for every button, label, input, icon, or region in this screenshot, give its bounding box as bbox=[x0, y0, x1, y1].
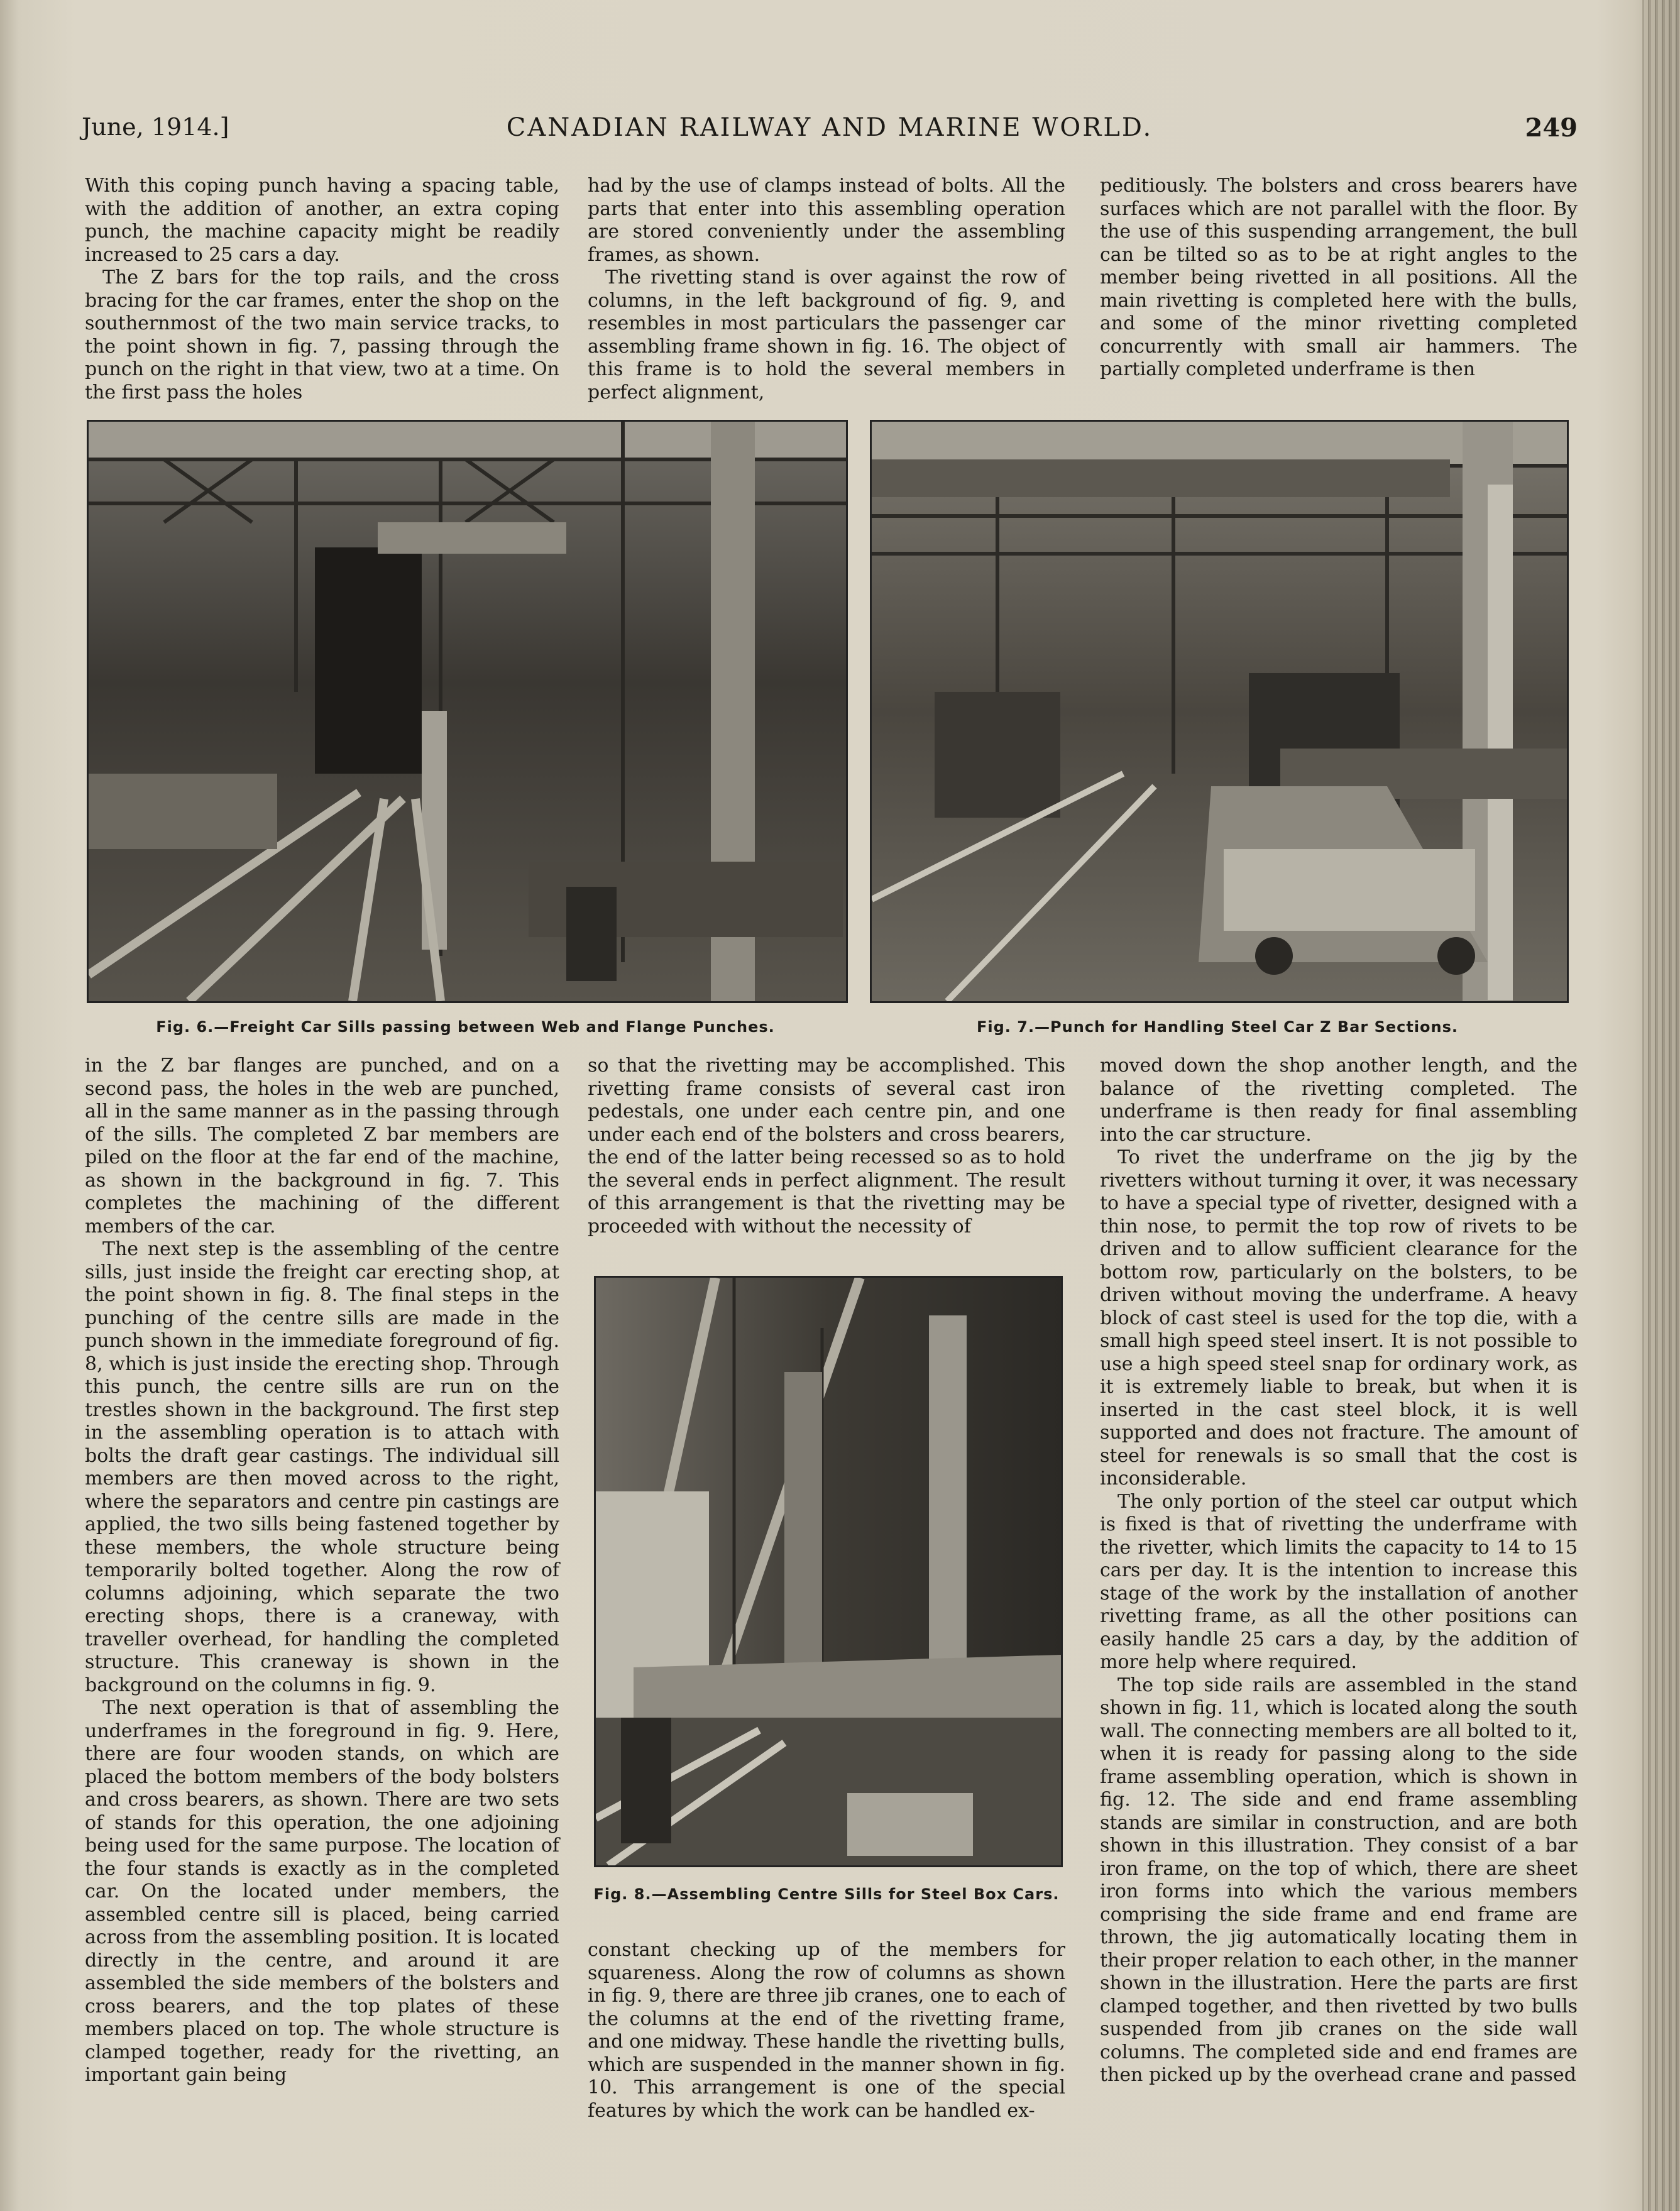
page-header bbox=[82, 113, 1578, 157]
bottom-column-middle-top bbox=[588, 1055, 1065, 1238]
fig8-caption: Fig. 8.—Assembling Centre Sills for Steel Box Cars. bbox=[593, 1885, 1060, 1903]
page-number: 249 bbox=[1525, 113, 1578, 143]
fig7-photo bbox=[870, 420, 1569, 1003]
paragraph: The only portion of the steel car output which is fixed is that of rivetting the underframe with the rivetter, which limits the capacity to 14 to 15 cars per day. It is the intention to increase this stage of the work by the installation of another rivetting frame, as all the other positions can easily handle 25 cars a day, by the addition of more help where required. bbox=[1100, 1490, 1578, 1673]
paragraph: so that the rivetting may be accomplished. This rivetting frame consists of several cast iron pedestals, one under each centre pin, and one under each end of the bolsters and cross bearers, the end of the latter being recessed so as to hold the several ends in perfect alignment. The result of this arrangement is that the rivetting may be proceeded with without the necessity of bbox=[588, 1055, 1065, 1237]
fig6-illustration bbox=[89, 422, 846, 1001]
paragraph: The rivetting stand is over against the row of columns, in the left background of fig. 9, and resembles in most particulars the passenger car assembling frame shown in fig. 16. The object of this frame is to hold the several members in perfect alignment, bbox=[588, 266, 1065, 403]
fig8-illustration bbox=[596, 1278, 1061, 1865]
paragraph: To rivet the underframe on the jig by the rivetters without turning it over, it was necessary to have a special type of rivetter, designed with a thin nose, to permit the top row of rivets to be driven and to allow sufficient clearance for the bottom row, particularly on the bolsters, to be driven without moving the underframe. A heavy block of cast steel is used for the top die, with a small high speed steel insert. It is not possible to use a high speed steel snap for ordinary work, as it is extremely liable to break, but when it is inserted in the cast steel block, it is well supported and does not fracture. The amount of steel for renewals is so small that the cost is inconsiderable. bbox=[1100, 1146, 1578, 1490]
top-column-right bbox=[1100, 175, 1578, 381]
fig7-caption: Fig. 7.—Punch for Handling Steel Car Z Bar Sections. bbox=[976, 1018, 1459, 1036]
paragraph: constant checking up of the members for squareness. Along the row of columns as shown in fig. 9, there are three jib cranes, one to each of the columns at the end of the rivetting frame, and one midway. These handle the rivetting bulls, which are suspended in the manner shown in fig. 10. This arrangement is one of the special features by which the work can be handled ex- bbox=[588, 1939, 1065, 2122]
paragraph: The top side rails are assembled in the stand shown in fig. 11, which is located along the south wall. The connecting members are all bolted to it, when it is ready for passing along to the side frame assembling operation, which is shown in fig. 12. The side and end frame assembling stands are similar in construction, and are both shown in this illustration. They consist of a bar iron frame, on the top of which, there are sheet iron forms into which the various members comprising the side frame and end frame are thrown, the jig automatically locating them in their proper relation to each other, in the manner shown in the illustration. Here the parts are first clamped together, and then rivetted by two bulls suspended from jib cranes on the side wall columns. The completed side and end frames are then picked up by the overhead crane and passed bbox=[1100, 1674, 1578, 2086]
bottom-column-middle-bottom bbox=[588, 1939, 1065, 2122]
top-column-middle bbox=[588, 175, 1065, 404]
fig8-photo bbox=[594, 1276, 1063, 1867]
fig6-caption: Fig. 6.—Freight Car Sills passing between Web and Flange Punches. bbox=[156, 1018, 775, 1036]
top-column-left bbox=[85, 175, 559, 404]
issue-date: June, 1914.] bbox=[82, 113, 229, 141]
publication-title: CANADIAN RAILWAY AND MARINE WORLD. bbox=[506, 113, 1153, 142]
binding-edge bbox=[1642, 0, 1680, 2211]
paragraph: The next operation is that of assembling the underframes in the foreground in fig. 9. Here, there are four wooden stands, on which are placed the bottom members of the body bolsters and cross bearers, as shown. There are two sets of stands for this operation, the one adjoining being used for the same purpose. The location of the four stands is exactly as in the completed car. On the located under members, the assembled centre sill is placed, being carried across from the assembling position. It is located directly in the centre, and around it are assembled the side members of the bolsters and cross bearers, and the top plates of these members placed on top. The whole structure is clamped together, ready for the rivetting, an important gain being bbox=[85, 1697, 559, 2086]
bottom-column-left bbox=[85, 1055, 559, 2087]
paragraph: The next step is the assembling of the centre sills, just inside the freight car erecting shop, at the point shown in fig. 8. The final steps in the punching of the centre sills are made in the punch shown in the immediate foreground of fig. 8, which is just inside the erecting shop. Through this punch, the centre sills are run on the trestles shown in the background. The first step in the assembling operation is to attach with bolts the draft gear castings. The individual sill members are then moved across to the right, where the separators and centre pin castings are applied, the two sills being fastened together by these members, the whole structure being temporarily bolted together. Along the row of columns adjoining, which separate the two erecting shops, there is a craneway, with traveller overhead, for handling the completed structure. This craneway is shown in the background on the columns in fig. 9. bbox=[85, 1238, 559, 1696]
paragraph: moved down the shop another length, and the balance of the rivetting completed. The underframe is then ready for final assembling into the car structure. bbox=[1100, 1055, 1578, 1146]
fig7-illustration bbox=[872, 422, 1567, 1001]
paragraph: The Z bars for the top rails, and the cross bracing for the car frames, enter the shop on the southernmost of the two main service tracks, to the point shown in fig. 7, passing through the punch on the right in that view, two at a time. On the first pass the holes bbox=[85, 266, 559, 403]
fig6-photo bbox=[87, 420, 848, 1003]
paragraph: had by the use of clamps instead of bolts. All the parts that enter into this assembling operation are stored conveniently under the assembling frames, as shown. bbox=[588, 175, 1065, 266]
paragraph: With this coping punch having a spacing table, with the addition of another, an extra coping punch, the machine capacity might be readily increased to 25 cars a day. bbox=[85, 175, 559, 266]
paragraph: peditiously. The bolsters and cross bearers have surfaces which are not parallel with the floor. By the use of this suspending arrangement, the bull can be tilted so as to be at right angles to the member being rivetted in all positions. All the main rivetting is completed here with the bulls, and some of the minor rivetting completed concurrently with small air hammers. The partially completed underframe is then bbox=[1100, 175, 1578, 380]
paragraph: in the Z bar flanges are punched, and on a second pass, the holes in the web are punched, all in the same manner as in the passing through of the sills. The completed Z bar members are piled on the floor at the far end of the machine, as shown in the background in fig. 7. This completes the machining of the different members of the car. bbox=[85, 1055, 559, 1237]
bottom-column-right bbox=[1100, 1055, 1578, 2087]
